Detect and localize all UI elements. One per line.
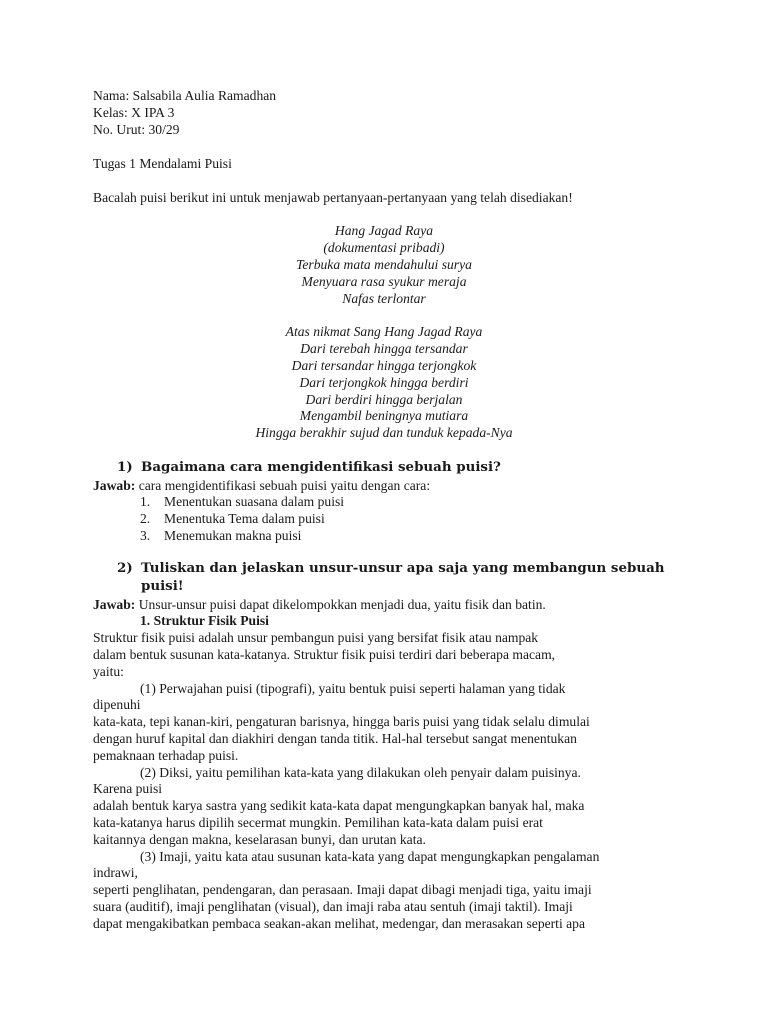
body-line: yaitu: — [93, 664, 124, 679]
list-item-number: 3. — [140, 528, 151, 543]
body-line: kata-katanya harus dipilih secermat mungkin. Pemilihan kata-kata dalam puisi erat — [93, 815, 543, 830]
poem-line: Dari tersandar hingga terjongkok — [291, 358, 477, 373]
list-item-text: Menentukan suasana dalam puisi — [164, 494, 345, 509]
list-item-number: 1. — [140, 494, 151, 509]
body-line: dalam bentuk susunan kata-katanya. Struktur fisik puisi terdiri dari beberapa macam, — [93, 647, 556, 662]
poem-line: Dari terjongkok hingga berdiri — [299, 375, 469, 390]
question-2-text-cont: puisi! — [141, 578, 184, 594]
student-name: Nama: Salsabila Aulia Ramadhan — [93, 88, 277, 103]
answer-2-text: Unsur-unsur puisi dapat dikelompokkan menjadi dua, yaitu fisik dan batin. — [138, 597, 546, 612]
list-item-number: 2. — [140, 511, 151, 526]
poem-line: Dari berdiri hingga berjalan — [305, 392, 463, 407]
body-line: pemaknaan terhadap puisi. — [93, 748, 239, 763]
question-1-text: Bagaimana cara mengidentifikasi sebuah puisi? — [141, 459, 501, 475]
body-line: (2) Diksi, yaitu pemilihan kata-kata yang dilakukan oleh penyair dalam puisinya. — [140, 765, 581, 780]
body-line: suara (auditif), imaji penglihatan (visual), dan imaji raba atau sentuh (imaji taktil). Imaji — [93, 899, 573, 914]
body-line: dapat mengakibatkan pembaca seakan-akan melihat, medengar, dan merasakan seperti apa — [93, 916, 585, 931]
poem-line: Hingga berakhir sujud dan tunduk kepada-Nya — [255, 425, 513, 440]
student-class: Kelas: X IPA 3 — [93, 105, 175, 120]
body-line: Karena puisi — [93, 781, 163, 796]
answer-2 — [93, 596, 546, 613]
poem-title: Hang Jagad Raya — [334, 223, 434, 238]
body-line: (3) Imaji, yaitu kata atau susunan kata-kata yang dapat mengungkapkan pengalaman — [140, 849, 600, 864]
poem-line: Mengambil beningnya mutiara — [299, 408, 469, 423]
list-item-text: Menentuka Tema dalam puisi — [164, 511, 325, 526]
answer-label: Jawab: — [93, 597, 136, 612]
body-line: dipenuhi — [93, 697, 141, 712]
poem-source: (dokumentasi pribadi) — [323, 240, 445, 255]
list-item-text: Menemukan makna puisi — [164, 528, 302, 543]
poem-line: Nafas terlontar — [342, 291, 426, 306]
poem-line: Menyuara rasa syukur meraja — [301, 274, 467, 289]
subheading: 1. Struktur Fisik Puisi — [140, 613, 269, 628]
assignment-title: Tugas 1 Mendalami Puisi — [93, 156, 232, 171]
body-line: Struktur fisik puisi adalah unsur pembangun puisi yang bersifat fisik atau nampak — [93, 630, 539, 645]
instruction-text: Bacalah puisi berikut ini untuk menjawab pertanyaan-pertanyaan yang telah disediakan! — [93, 190, 573, 205]
body-line: dengan huruf kapital dan diakhiri dengan tanda titik. Hal-hal tersebut sangat menentukan — [93, 731, 577, 746]
poem-line: Dari terebah hingga tersandar — [300, 341, 468, 356]
answer-1-text: cara mengidentifikasi sebuah puisi yaitu dengan cara: — [138, 478, 431, 493]
body-line: seperti penglihatan, pendengaran, dan perasaan. Imaji dapat dibagi menjadi tiga, yaitu imaji — [93, 882, 592, 897]
poem-line: Terbuka mata mendahului surya — [296, 257, 472, 272]
poem-line: Atas nikmat Sang Hang Jagad Raya — [285, 324, 483, 339]
answer-label: Jawab: — [93, 478, 136, 493]
body-line: kata-kata, tepi kanan-kiri, pengaturan barisnya, hingga baris puisi yang tidak selalu dimulai — [93, 714, 590, 729]
answer-1 — [93, 477, 430, 494]
body-line: (1) Perwajahan puisi (tipografi), yaitu bentuk puisi seperti halaman yang tidak — [140, 681, 566, 696]
body-line: adalah bentuk karya sastra yang sedikit kata-kata dapat mengungkapkan banyak hal, maka — [93, 798, 585, 813]
body-line: kaitannya dengan makna, keselarasan bunyi, dan urutan kata. — [93, 832, 426, 847]
question-2-text: Tuliskan dan jelaskan unsur-unsur apa saja yang membangun sebuah — [141, 560, 665, 576]
body-line: indrawi, — [93, 865, 138, 880]
student-number: No. Urut: 30/29 — [93, 122, 180, 137]
question-2-number: 2) — [117, 560, 133, 576]
question-1-number: 1) — [117, 459, 133, 475]
